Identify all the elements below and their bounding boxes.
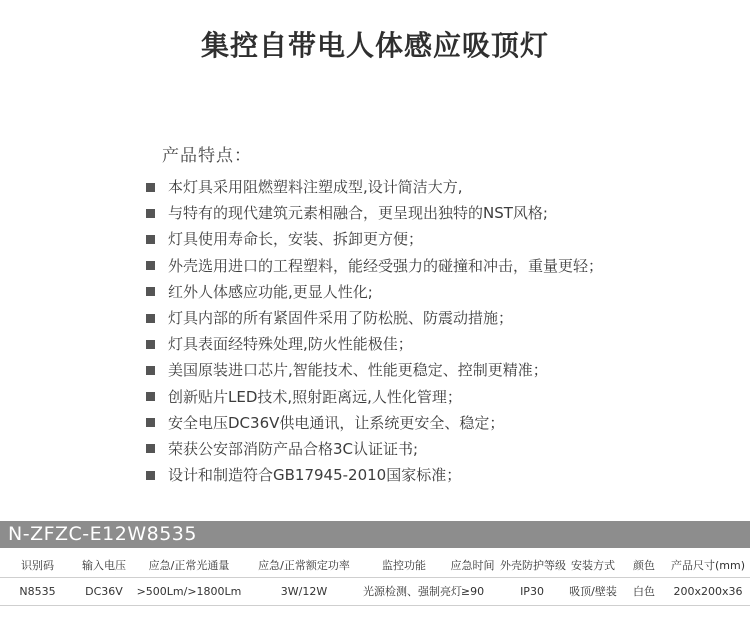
feature-item: [146, 226, 603, 252]
feature-item: [146, 410, 603, 436]
spec-cell: 吸顶/壁装: [569, 585, 617, 598]
feature-item: [146, 279, 603, 305]
feature-text: 本灯具采用阻燃塑料注塑成型,设计简洁大方,: [168, 178, 463, 197]
page-title: 集控自带电人体感应吸顶灯: [200, 29, 549, 62]
feature-item: [146, 462, 603, 488]
spec-header-cell: 安装方式: [564, 553, 622, 578]
spec-cell: DC36V: [85, 584, 123, 598]
feature-item: [146, 305, 603, 331]
square-bullet-icon: [146, 392, 155, 401]
feature-item: [146, 384, 603, 410]
spec-cell: IP30: [520, 584, 544, 598]
table-row: [0, 578, 750, 605]
feature-text: 灯具表面经特殊处理,防火性能极佳；: [168, 335, 413, 354]
spec-header-cell: 应急时间: [445, 553, 500, 578]
spec-header-cell: 识别码: [0, 553, 75, 578]
spec-cell: 3W/12W: [280, 584, 328, 598]
square-bullet-icon: [146, 314, 155, 323]
spec-cell: 白色: [633, 585, 655, 598]
feature-text: 安全电压DC36V供电通讯，让系统更安全、稳定；: [168, 413, 505, 432]
feature-text: 外壳选用进口的工程塑料，能经受强力的碰撞和冲击，重量更轻；: [168, 256, 604, 275]
square-bullet-icon: [146, 287, 155, 296]
spec-cell: >500Lm/>1800Lm: [136, 584, 242, 598]
feature-item: [146, 357, 603, 383]
feature-text: 灯具内部的所有紧固件采用了防松脱、防震动措施；: [168, 309, 514, 328]
feature-text: 红外人体感应功能,更显人性化;: [168, 282, 373, 301]
feature-item: [146, 200, 603, 226]
spec-header-row: [0, 553, 750, 578]
spec-cell: 光源检测、强制亮灯: [363, 585, 462, 598]
spec-cell: N8535: [19, 584, 56, 598]
feature-text: 美国原装进口芯片,智能技术、性能更稳定、控制更精准；: [168, 361, 548, 380]
table-bottom-divider: [0, 605, 750, 606]
feature-list: [146, 174, 603, 488]
feature-text: 灯具使用寿命长，安装、拆卸更方便；: [168, 230, 424, 249]
spec-header-cell: 输入电压: [75, 553, 133, 578]
square-bullet-icon: [146, 418, 155, 427]
spec-cell: ≥90: [460, 584, 485, 598]
feature-item: [146, 436, 603, 462]
square-bullet-icon: [146, 444, 155, 453]
spec-header-cell: 外壳防护等级: [500, 553, 564, 578]
square-bullet-icon: [146, 366, 155, 375]
spec-header-cell: 应急/正常光通量: [133, 553, 245, 578]
spec-header-cell: 监控功能: [363, 553, 445, 578]
square-bullet-icon: [146, 183, 155, 192]
spec-table: [0, 553, 750, 604]
feature-text: 与特有的现代建筑元素相融合，更呈现出独特的NST风格;: [168, 204, 548, 223]
square-bullet-icon: [146, 209, 155, 218]
square-bullet-icon: [146, 471, 155, 480]
spec-header-cell: 颜色: [622, 553, 666, 578]
square-bullet-icon: [146, 340, 155, 349]
spec-header-cell: 应急/正常额定功率: [245, 553, 363, 578]
spec-header-cell: 产品尺寸(mm): [666, 553, 750, 578]
feature-item: [146, 331, 603, 357]
model-number-bar: [0, 521, 750, 548]
feature-item: [146, 174, 603, 200]
square-bullet-icon: [146, 261, 155, 270]
feature-text: 创新贴片LED技术,照射距离远,人性化管理；: [168, 387, 462, 406]
square-bullet-icon: [146, 235, 155, 244]
spec-cell: 200x200x36: [673, 584, 743, 598]
feature-text: 荣获公安部消防产品合格3C认证证书;: [168, 439, 419, 458]
feature-item: [146, 253, 603, 279]
features-heading: 产品特点：: [162, 146, 252, 166]
feature-text: 设计和制造符合GB17945-2010国家标准；: [168, 466, 462, 485]
model-number: N-ZFZC-E12W8535: [8, 523, 197, 545]
